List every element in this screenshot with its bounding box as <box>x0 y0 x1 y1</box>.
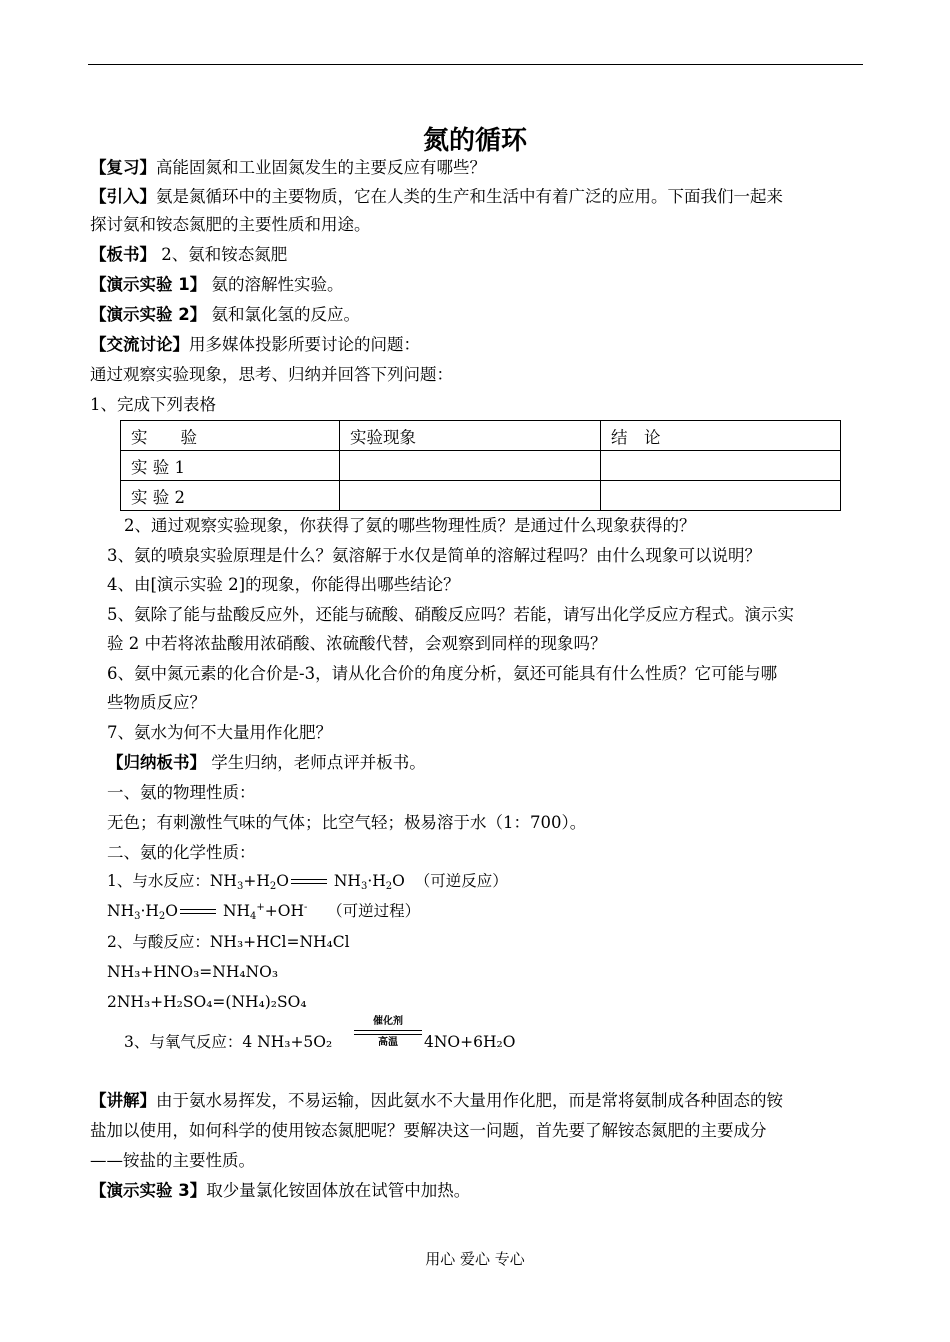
page-footer: 用心 爱心 专心 <box>425 1250 525 1268</box>
equation-oxygen-product: 4NO+6H₂O <box>424 1033 516 1051</box>
review-paragraph <box>90 157 486 179</box>
equation-hcl: 2、与酸反应：NH₃+HCl=NH₄Cl <box>107 933 350 951</box>
summary-text: 学生归纳，老师点评并板书。 <box>206 753 426 772</box>
table-header-cell: 实 验 <box>121 421 340 451</box>
page-title: 氮的循环 <box>422 126 527 156</box>
equation-ionization: $NH_3\cdot H_2O$ $NH_4^++OH^-$ （可逆过程） <box>107 902 421 922</box>
lecture-line-3: ——铵盐的主要性质。 <box>90 1151 255 1170</box>
chemical-properties-heading: 二、氨的化学性质： <box>107 843 256 862</box>
equals-sign-icon <box>354 1030 422 1035</box>
header-rule <box>88 64 863 65</box>
intro-paragraph <box>90 186 783 208</box>
discuss-text: 用多媒体投影所要讨论的问题： <box>189 335 420 354</box>
intro-line-2: 探讨氨和铵态氮肥的主要性质和用途。 <box>90 215 371 234</box>
observe-text: 通过观察实验现象，思考、归纳并回答下列问题： <box>90 365 453 384</box>
review-text: 高能固氮和工业固氮发生的主要反应有哪些？ <box>156 158 486 177</box>
question-4: 4、由[演示实验 2]的现象，你能得出哪些结论？ <box>107 575 460 594</box>
demo1-tag: 【演示实验 1】 <box>90 275 207 294</box>
review-tag: 【复习】 <box>90 158 156 177</box>
equation-h2so4: 2NH₃+H₂SO₄=(NH₄)₂SO₄ <box>107 993 307 1011</box>
catalyst-condition: 催化剂 高温 <box>354 1016 422 1049</box>
table-header-cell: 实验现象 <box>340 421 601 451</box>
question-3: 3、氨的喷泉实验原理是什么？氨溶解于水仅是简单的溶解过程吗？由什么现象可以说明？ <box>107 546 761 565</box>
question-2: 2、通过观察实验现象，你获得了氨的哪些物理性质？是通过什么现象获得的？ <box>124 516 696 535</box>
lecture-paragraph <box>90 1090 783 1112</box>
equation-oxygen: 3、与氧气反应：4 NH₃+5O₂ <box>124 1033 333 1051</box>
board-paragraph <box>90 244 287 266</box>
table-cell <box>601 481 841 511</box>
table-cell: 实 验 2 <box>121 481 340 511</box>
question-5-line-2: 验 2 中若将浓盐酸用浓硝酸、浓硫酸代替，会观察到同样的现象吗？ <box>107 634 607 653</box>
table-header-cell: 结 论 <box>601 421 841 451</box>
demo2-paragraph <box>90 304 360 326</box>
physical-properties-heading: 一、氨的物理性质： <box>107 783 256 802</box>
demo1-paragraph <box>90 274 343 296</box>
equation-water: 1、与水反应：$NH_3+H_2O$ $NH_3\cdot H_2O$ （可逆反应） <box>107 872 508 892</box>
demo3-tag: 【演示实验 3】 <box>90 1181 207 1200</box>
equation-hno3: NH₃+HNO₃=NH₄NO₃ <box>107 963 279 981</box>
question-5-line-1: 5、氨除了能与盐酸反应外，还能与硫酸、硝酸反应吗？若能，请写出化学反应方程式。演示实 <box>107 605 794 624</box>
table-row <box>121 451 841 481</box>
lecture-line-1: 由于氨水易挥发，不易运输，因此氨水不大量用作化肥，而是常将氨制成各种固态的铵 <box>156 1091 783 1110</box>
demo1-text: 氨的溶解性实验。 <box>206 275 344 294</box>
table-cell <box>601 451 841 481</box>
table-cell <box>340 451 601 481</box>
demo3-paragraph <box>90 1180 470 1202</box>
question-1: 1、完成下列表格 <box>90 395 216 414</box>
demo3-text: 取少量氯化铵固体放在试管中加热。 <box>206 1181 471 1200</box>
demo2-tag: 【演示实验 2】 <box>90 305 207 324</box>
reversible-arrow-icon <box>180 908 216 916</box>
board-tag: 【板书】 <box>90 245 156 264</box>
lecture-line-2: 盐加以使用，如何科学的使用铵态氮肥呢？要解决这一问题，首先要了解铵态氮肥的主要成分 <box>90 1121 767 1140</box>
summary-tag: 【归纳板书】 <box>107 753 206 772</box>
question-7: 7、氨水为何不大量用作化肥？ <box>107 723 332 742</box>
intro-line-1: 氨是氮循环中的主要物质，它在人类的生产和生活中有着广泛的应用。下面我们一起来 <box>156 187 783 206</box>
discuss-paragraph <box>90 334 420 356</box>
lecture-tag: 【讲解】 <box>90 1091 156 1110</box>
question-6-line-1: 6、氨中氮元素的化合价是-3，请从化合价的角度分析，氨还可能具有什么性质？它可能与哪 <box>107 664 778 683</box>
board-text: 2、氨和铵态氮肥 <box>156 245 288 264</box>
reversible-arrow-icon <box>291 878 327 886</box>
table-header-row <box>121 421 841 451</box>
physical-properties-text: 无色；有刺激性气味的气体；比空气轻；极易溶于水（1：700）。 <box>107 813 587 832</box>
intro-tag: 【引入】 <box>90 187 156 206</box>
table-cell: 实 验 1 <box>121 451 340 481</box>
demo2-text: 氨和氯化氢的反应。 <box>206 305 360 324</box>
table-cell <box>340 481 601 511</box>
discuss-tag: 【交流讨论】 <box>90 335 189 354</box>
question-6-line-2: 些物质反应？ <box>107 693 206 712</box>
table-row <box>121 481 841 511</box>
experiment-table <box>120 420 841 511</box>
summary-paragraph <box>107 752 426 774</box>
